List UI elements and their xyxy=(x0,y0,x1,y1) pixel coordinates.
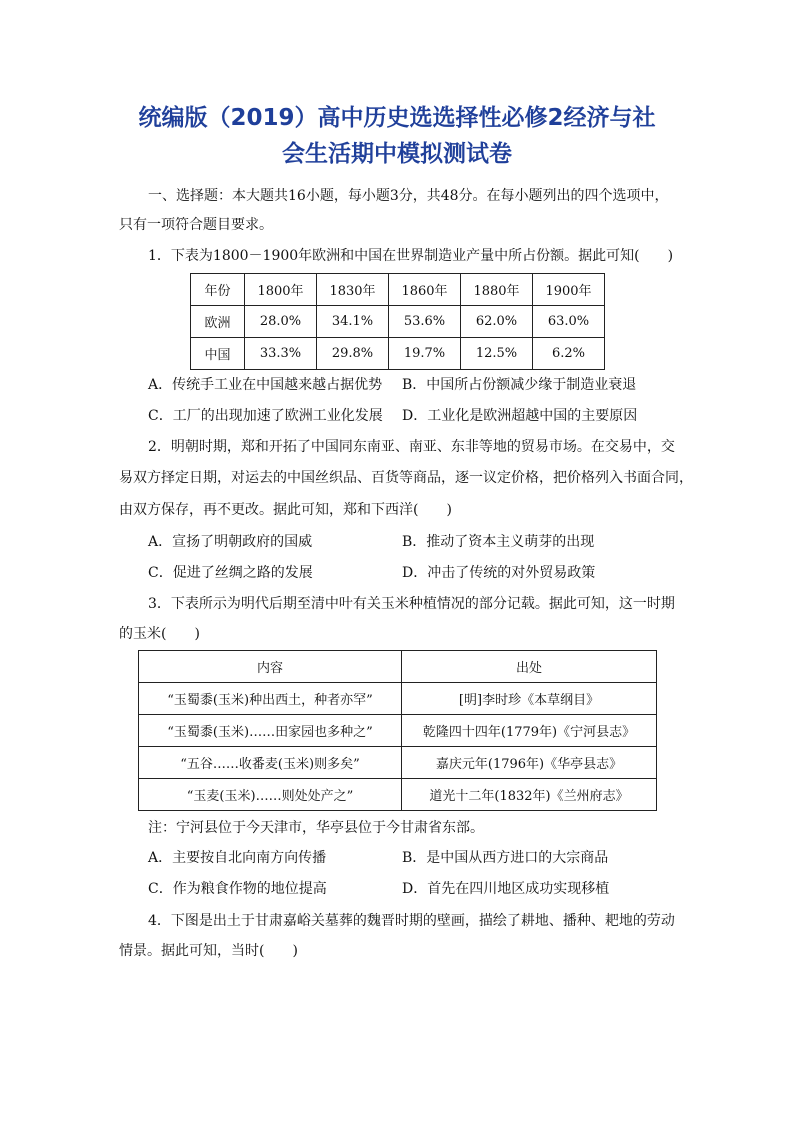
title-line-1: 统编版（2019）高中历史选选择性必修2经济与社 xyxy=(138,105,656,131)
q4-stem-cont: 情景。据此可知，当时( ) xyxy=(119,943,298,959)
table-cell: “玉麦(玉米)……则处处产之” xyxy=(139,779,402,811)
table-row xyxy=(139,715,657,747)
table-row xyxy=(139,779,657,811)
table-cell: 19.7% xyxy=(389,338,461,370)
table-cell: 1880年 xyxy=(461,274,533,306)
table-cell: 62.0% xyxy=(461,306,533,338)
table-cell: 28.0% xyxy=(245,306,317,338)
q2-stem-cont-2: 由双方保存，再不更改。据此可知，郑和下西洋( ) xyxy=(119,502,452,518)
q3-option-a[interactable]: A．主要按自北向南方向传播 xyxy=(148,850,327,866)
q3-option-b[interactable]: B．是中国从西方进口的大宗商品 xyxy=(402,850,609,866)
table-cell: 29.8% xyxy=(317,338,389,370)
table-cell: 34.1% xyxy=(317,306,389,338)
q1-table xyxy=(190,273,605,370)
exam-title xyxy=(100,100,694,172)
q2-stem: 2．明朝时期，郑和开拓了中国同东南亚、南亚、东非等地的贸易市场。在交易中，交 xyxy=(148,439,675,455)
table-cell: [明]李时珍《本草纲目》 xyxy=(402,683,657,715)
q3-stem-cont: 的玉米( ) xyxy=(119,626,200,642)
q1-option-b[interactable]: B．中国所占份额减少缘于制造业衰退 xyxy=(402,377,637,393)
table-cell: 道光十二年(1832年)《兰州府志》 xyxy=(402,779,657,811)
section-instructions-cont: 只有一项符合题目要求。 xyxy=(119,217,273,233)
table-row xyxy=(191,338,605,370)
table-cell: 1800年 xyxy=(245,274,317,306)
table-cell: “玉蜀黍(玉米)种出西土，种者亦罕” xyxy=(139,683,402,715)
table-cell: “五谷……收番麦(玉米)则多矣” xyxy=(139,747,402,779)
table-cell: 年份 xyxy=(191,274,245,306)
q1-option-a[interactable]: A．传统手工业在中国越来越占据优势 xyxy=(148,377,383,393)
q1-stem: 1．下表为1800－1900年欧洲和中国在世界制造业产量中所占份额。据此可知( ) xyxy=(148,248,674,264)
table-row xyxy=(139,683,657,715)
table-header-row xyxy=(191,274,605,306)
q2-option-c[interactable]: C．促进了丝绸之路的发展 xyxy=(148,565,313,581)
q3-option-d[interactable]: D．首先在四川地区成功实现移植 xyxy=(402,881,610,897)
table-cell: “玉蜀黍(玉米)……田家园也多种之” xyxy=(139,715,402,747)
q2-option-b[interactable]: B．推动了资本主义萌芽的出现 xyxy=(402,534,595,550)
table-cell: 嘉庆元年(1796年)《华亭县志》 xyxy=(402,747,657,779)
table-cell: 63.0% xyxy=(533,306,605,338)
table-header-row xyxy=(139,651,657,683)
q2-stem-cont-1: 易双方择定日期，对运去的中国丝织品、百货等商品，逐一议定价格，把价格列入书面合同， xyxy=(119,470,693,486)
table-cell: 中国 xyxy=(191,338,245,370)
table-row xyxy=(191,306,605,338)
table-cell: 乾隆四十四年(1779年)《宁河县志》 xyxy=(402,715,657,747)
table-cell: 33.3% xyxy=(245,338,317,370)
table-cell: 欧洲 xyxy=(191,306,245,338)
table-row xyxy=(139,747,657,779)
title-line-2: 会生活期中模拟测试卷 xyxy=(282,141,512,167)
section-instructions: 一、选择题：本大题共16小题，每小题3分，共48分。在每小题列出的四个选项中， xyxy=(148,188,669,204)
table-cell: 出处 xyxy=(402,651,657,683)
q1-option-d[interactable]: D．工业化是欧洲超越中国的主要原因 xyxy=(402,408,638,424)
q2-option-a[interactable]: A．宣扬了明朝政府的国威 xyxy=(148,534,313,550)
table-cell: 内容 xyxy=(139,651,402,683)
table-cell: 1860年 xyxy=(389,274,461,306)
table-cell: 1830年 xyxy=(317,274,389,306)
table-cell: 12.5% xyxy=(461,338,533,370)
q3-stem: 3．下表所示为明代后期至清中叶有关玉米种植情况的部分记载。据此可知，这一时期 xyxy=(148,596,675,612)
table-cell: 6.2% xyxy=(533,338,605,370)
q4-stem: 4．下图是出土于甘肃嘉峪关墓葬的魏晋时期的壁画，描绘了耕地、播种、耙地的劳动 xyxy=(148,913,675,929)
q1-option-c[interactable]: C．工厂的出现加速了欧洲工业化发展 xyxy=(148,408,383,424)
table-cell: 53.6% xyxy=(389,306,461,338)
table-cell: 1900年 xyxy=(533,274,605,306)
q3-table xyxy=(138,650,657,811)
q3-note: 注：宁河县位于今天津市，华亭县位于今甘肃省东部。 xyxy=(148,820,484,836)
q2-option-d[interactable]: D．冲击了传统的对外贸易政策 xyxy=(402,565,596,581)
q3-option-c[interactable]: C．作为粮食作物的地位提高 xyxy=(148,881,327,897)
